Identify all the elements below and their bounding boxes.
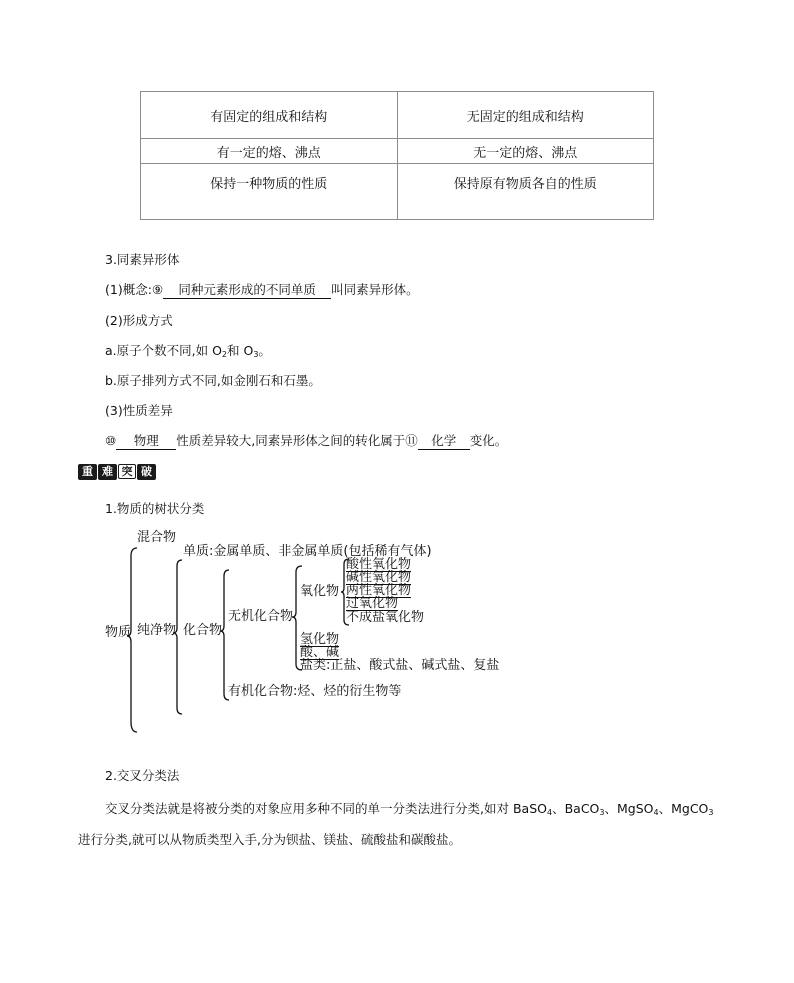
tree-pure: 纯净物: [137, 623, 177, 638]
diff-text: 性质差异较大,同素异形体之间的转化属于⑪: [176, 433, 418, 448]
answer-blank: 同种元素形成的不同单质: [163, 282, 331, 299]
formation-a-text: a.原子个数不同,如 O: [105, 343, 222, 358]
subscript: 4: [653, 808, 659, 817]
answer-blank: 物理: [116, 433, 176, 450]
tree-organic: 有机化合物:烃、烃的衍生物等: [228, 684, 402, 699]
tree-oxide-type: 酸性氧化物: [346, 557, 412, 572]
concept-suffix: 叫同素异形体。: [331, 282, 419, 297]
tree-oxide-type: 碱性氧化物: [346, 570, 412, 585]
badge-char: 难: [98, 464, 117, 480]
allotrope-heading: 3.同素异形体: [105, 252, 180, 267]
formula: BaCO: [564, 801, 600, 816]
answer-blank: 化学: [418, 433, 470, 450]
tree-hydride: 氢化物: [300, 632, 340, 647]
cross-line1: [105, 800, 714, 822]
tree-heading: 1.物质的树状分类: [105, 501, 205, 516]
formation-a-text: 和 O: [227, 343, 254, 358]
formation-a-text: 。: [258, 343, 271, 358]
diff-text: 变化。: [469, 433, 508, 448]
formula: MgCO: [671, 801, 709, 816]
subscript: 2: [221, 350, 228, 359]
tree-element: 单质:金属单质、非金属单质(包括稀有气体): [183, 544, 432, 559]
tree-oxide-type: 两性氧化物: [346, 583, 412, 598]
subscript: 3: [599, 808, 605, 817]
diff-heading: (3)性质差异: [105, 403, 173, 418]
table-row: [141, 139, 654, 164]
formula: BaSO: [512, 801, 547, 816]
cross-heading: 2.交叉分类法: [105, 768, 180, 783]
formula: MgSO: [617, 801, 654, 816]
table-cell: 有一定的熔、沸点: [141, 139, 398, 164]
comparison-table: [140, 91, 654, 220]
subscript: 4: [546, 808, 553, 817]
table-row: [141, 92, 654, 139]
cross-line2: 进行分类,就可以从物质类型入手,分为钡盐、镁盐、硫酸盐和碳酸盐。: [78, 832, 461, 847]
table-cell: 无固定的组成和结构: [397, 92, 654, 139]
badge-char: 重: [78, 464, 97, 480]
formation-a: [105, 342, 271, 364]
table-cell: 无一定的熔、沸点: [397, 139, 654, 164]
diff-line: [105, 432, 507, 450]
section-badge: [78, 464, 156, 480]
separator: 、: [658, 801, 672, 816]
separator: 、: [604, 801, 617, 816]
subscript: 3: [253, 350, 259, 359]
tree-root: 物质: [105, 625, 132, 640]
brace-line: [127, 548, 137, 732]
concept-prefix: (1)概念:⑨: [105, 282, 164, 297]
subscript: 3: [708, 808, 714, 817]
tree-oxide: 氧化物: [300, 584, 340, 599]
table-cell: 保持原有物质各自的性质: [397, 164, 654, 220]
badge-char: 破: [137, 464, 156, 480]
formation-heading: (2)形成方式: [105, 313, 173, 328]
circled-number: ⑩: [105, 433, 117, 448]
cross-text: 交叉分类法就是将被分类的对象应用多种不同的单一分类法进行分类,如对: [105, 801, 513, 816]
tree-salt: 盐类:正盐、酸式盐、碱式盐、复盐: [300, 658, 500, 673]
allotrope-concept: [105, 281, 419, 299]
separator: 、: [552, 801, 565, 816]
badge-char: 突: [118, 464, 136, 479]
table-cell: 保持一种物质的性质: [141, 164, 398, 220]
tree-inorganic: 无机化合物: [228, 609, 294, 624]
tree-oxide-type: 过氧化物: [346, 596, 399, 611]
table-row: [141, 164, 654, 220]
formation-b: b.原子排列方式不同,如金刚石和石墨。: [105, 373, 321, 388]
table-cell: 有固定的组成和结构: [141, 92, 398, 139]
tree-compound: 化合物: [183, 623, 223, 638]
tree-mixture: 混合物: [137, 530, 177, 545]
tree-oxide-type: 不成盐氧化物: [346, 610, 425, 625]
tree-acid-base: 酸、碱: [300, 645, 340, 660]
